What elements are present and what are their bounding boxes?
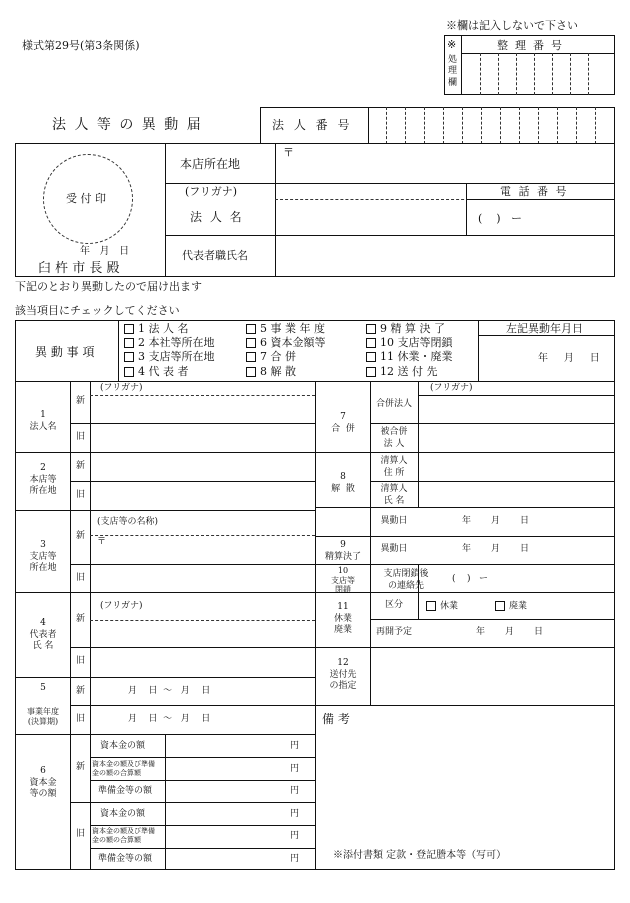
merged-corp-label: 被合併 法 人 [380,427,408,449]
corp-name-label: 法 人 名 [190,210,244,224]
option-label: 6 資本金額等 [260,336,326,349]
capital-reserve-new-label: 資本金の額及び準備 金の額の合算額 [92,760,155,778]
section-5-label: 5 [40,683,46,693]
capital-new-label: 資本金の額 [100,741,146,751]
section-2-label: 2 本店等 所在地 [29,463,57,497]
corp-number-label: 法 人 番 号 [272,118,353,132]
option-merger[interactable] [246,351,296,362]
option-mailing-address[interactable] [366,366,438,377]
checkbox-icon[interactable] [426,601,436,611]
old-label-3: 旧 [76,573,86,583]
checkbox-icon[interactable] [366,324,376,334]
yen-2: 円 [290,764,300,774]
new-label-5: 新 [76,686,86,696]
instruction-submit: 下記のとおり異動したので届け出ます [15,280,202,293]
reserve-old-label: 準備金等の額 [98,854,153,864]
period-old: 月 日 〜 月 日 [128,714,211,724]
checkbox-icon[interactable] [246,338,256,348]
remarks-label: 備 考 [322,712,350,726]
section-12-label: 12 送付先 の指定 [329,658,357,692]
option-suspend[interactable] [426,601,458,612]
furigana-label-4: (フリガナ) [100,601,143,611]
option-label: 12 送 付 先 [380,365,438,378]
option-suspension[interactable] [366,351,453,362]
yen-1: 円 [290,741,300,751]
new-label-6: 新 [76,762,86,772]
change-date-value: 年 月 日 [538,353,600,364]
section-10-label: 10 支店等 閉鎖 [331,566,355,595]
section-4-label: 4 代表者 氏 名 [29,618,57,652]
division-label: 区分 [384,600,403,610]
section-3-label: 3 支店等 所在地 [29,540,57,574]
change-date-label-2: 異動日 [380,544,408,554]
branch-postal-mark: 〒 [97,537,107,547]
new-label-1: 新 [76,396,86,406]
yen-4: 円 [290,809,300,819]
option-label: 11 休業・廃業 [380,350,453,363]
change-date-label: 左記異動年月日 [506,322,583,335]
new-label-3: 新 [76,531,86,541]
abolish-label: 廃業 [509,601,528,612]
rep-name-label: 代表者職氏名 [182,249,248,262]
checkbox-icon[interactable] [124,338,134,348]
yen-5: 円 [290,831,300,841]
branch-name-label: (支店等の名称) [97,517,159,527]
option-label: 8 解 散 [260,365,296,378]
option-abolish[interactable] [495,601,527,612]
option-label: 10 支店等閉鎖 [380,336,453,349]
liquidator-name-label: 清算人 氏 名 [380,484,408,506]
checkbox-icon[interactable] [246,352,256,362]
option-label: 3 支店等所在地 [138,350,215,363]
checkbox-icon[interactable] [495,601,505,611]
option-hq-address[interactable] [124,337,215,348]
yen-3: 円 [290,786,300,796]
old-label-1: 旧 [76,432,86,442]
option-liquidation[interactable] [366,323,445,334]
reserve-new-label: 準備金等の額 [98,786,153,796]
form-number: 様式第29号(第3条関係) [22,39,140,52]
receipt-date: 年 月 日 [80,246,130,257]
option-corp-name[interactable] [124,323,189,334]
hq-postal-mark: 〒 [283,146,294,159]
change-date-value-2: 年 月 日 [462,544,530,554]
checkbox-icon[interactable] [124,367,134,377]
instruction-check: 該当項目にチェックしてください [15,304,180,317]
new-label-4: 新 [76,614,86,624]
suspend-label: 休業 [440,601,459,612]
old-label-6: 旧 [76,829,86,839]
post-closure-contact-label: 支店閉鎖後 の連絡先 [383,569,429,591]
liquidator-address-label: 清算人 住 所 [380,456,408,478]
office-label: 処 理 欄 [448,55,458,88]
furigana-label-1: (フリガナ) [100,383,143,393]
option-label: 1 法 人 名 [138,322,189,335]
reference-number-label: 整理番号 [497,39,569,52]
receipt-stamp-label: 受 付 印 [66,192,106,205]
option-label: 7 合 併 [260,350,296,363]
section-11-label: 11 休業 廃業 [333,602,352,636]
post-closure-contact-format: ( ) ー [452,574,489,584]
checkbox-icon[interactable] [366,367,376,377]
checkbox-icon[interactable] [124,324,134,334]
option-branch-closure[interactable] [366,337,453,348]
old-label-2: 旧 [76,490,86,500]
option-label: 5 事 業 年 度 [260,322,325,335]
phone-label: 電 話 番 号 [500,185,569,198]
option-label: 9 精 算 決 了 [380,322,445,335]
new-label-2: 新 [76,461,86,471]
section-5-sublabel: 事業年度 (決算期) [27,707,59,727]
office-mark: ※ [447,38,457,51]
yen-6: 円 [290,854,300,864]
option-fiscal-year[interactable] [246,323,325,334]
change-date-value-1: 年 月 日 [462,516,530,526]
section-7-label: 7 合 併 [331,412,355,434]
phone-format: ( ) ー [478,212,523,225]
section-6-label: 6 資本金 等の額 [29,766,57,800]
furigana-label-merge: (フリガナ) [430,383,473,393]
change-date-label-1: 異動日 [380,516,408,526]
option-label: 2 本社等所在地 [138,336,215,349]
checkbox-icon[interactable] [366,338,376,348]
option-label: 4 代 表 者 [138,365,189,378]
reopen-date: 年 月 日 [476,627,544,637]
section-1-label: 1 法人名 [29,410,57,432]
checkbox-icon[interactable] [246,324,256,334]
option-branch-address[interactable] [124,351,215,362]
office-notice: ※欄は記入しないで下さい [446,19,578,32]
merging-corp-label: 合併法人 [375,399,412,409]
mayor-addressee: 臼 杵 市 長 殿 [38,261,120,276]
capital-reserve-old-label: 資本金の額及び準備 金の額の合算額 [92,827,155,845]
corp-furigana-label: (フリガナ) [185,185,238,198]
old-label-4: 旧 [76,656,86,666]
change-items-label: 異 動 事 項 [35,345,95,359]
form-title: 法 人 等 の 異 動 届 [52,117,203,133]
capital-old-label: 資本金の額 [100,809,146,819]
checkbox-icon[interactable] [124,352,134,362]
section-9-label: 9 精算決了 [324,540,361,562]
option-capital[interactable] [246,337,326,348]
checkbox-icon[interactable] [366,352,376,362]
reopen-label: 再開予定 [375,627,412,637]
option-dissolution[interactable] [246,366,296,377]
hq-address-label: 本店所在地 [180,157,241,171]
checkbox-icon[interactable] [246,367,256,377]
old-label-5: 旧 [76,714,86,724]
attachments-note: ※添付書類 定款・登記謄本等（写可） [333,850,507,861]
period-new: 月 日 〜 月 日 [128,686,211,696]
option-representative[interactable] [124,366,189,377]
section-8-label: 8 解 散 [331,472,355,494]
